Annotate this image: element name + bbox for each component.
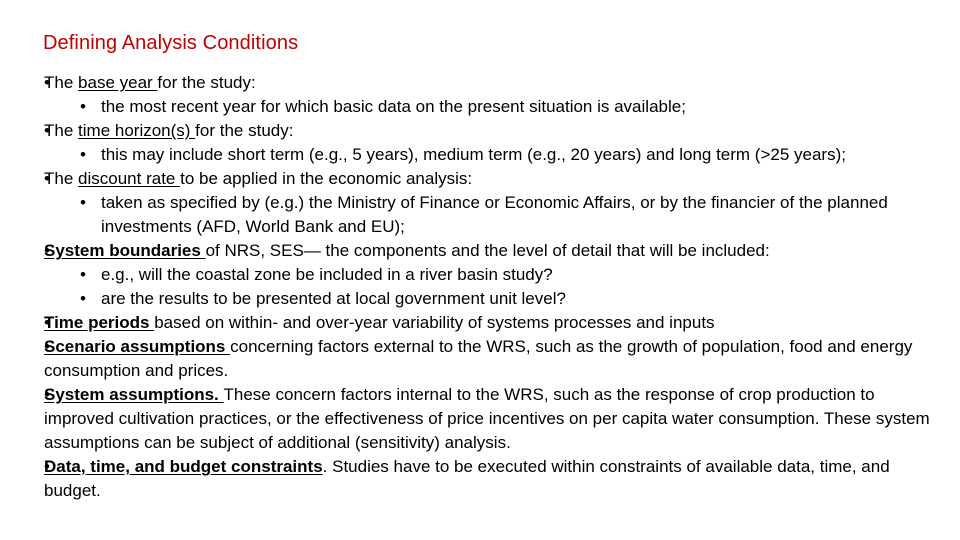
bullet-term: Scenario assumptions — [44, 337, 231, 356]
bullet-prefix: The — [44, 169, 79, 188]
bullet-discount-rate — [44, 167, 934, 191]
bullet-text: . Studies have to be executed within constraints of available data, time, and budget. — [44, 457, 890, 500]
bullet-term: Data, time, and budget constraints — [44, 457, 323, 476]
bullet-prefix: The — [44, 121, 79, 140]
bullet-term: discount rate — [78, 169, 181, 188]
bullet-prefix: The — [44, 73, 79, 92]
sub-bullet-list — [44, 143, 934, 167]
sub-bullet-list — [44, 95, 934, 119]
slide-title: Defining Analysis Conditions — [43, 32, 299, 54]
bullet-base-year — [44, 71, 934, 95]
bullet-term: base year — [78, 73, 158, 92]
bullet-scenario-assumptions — [44, 335, 934, 383]
bullet-system-assumptions — [44, 383, 934, 455]
sub-bullet-list — [44, 263, 934, 311]
bullet-text: based on within- and over-year variability of systems processes and inputs — [154, 313, 715, 332]
bullet-text: of NRS, SES— the components and the level of detail that will be included: — [205, 241, 770, 260]
sub-bullet-list — [44, 191, 934, 239]
bullet-system-boundaries — [44, 239, 934, 263]
sub-bullet: • e.g., will the coastal zone be included in a river basin study? — [80, 263, 934, 287]
bullet-term: System assumptions. — [44, 385, 224, 404]
sub-bullet: • are the results to be presented at local government unit level? — [80, 287, 934, 311]
bullet-time-horizon — [44, 119, 934, 143]
bullet-text: for the study: — [195, 121, 294, 140]
bullet-text: for the study: — [157, 73, 256, 92]
bullet-term: time horizon(s) — [78, 121, 196, 140]
bullet-list — [44, 71, 934, 503]
bullet-text: to be applied in the economic analysis: — [180, 169, 473, 188]
bullet-text: These concern factors internal to the WRS, such as the response of crop production to improved cultivation practices, or the effectiveness of price incentives on per capita water consumption. These system assumptions can be subject of additional (sensitivity) analysis. — [44, 385, 930, 452]
sub-bullet: • this may include short term (e.g., 5 years), medium term (e.g., 20 years) and long term (>25 years); — [80, 143, 934, 167]
bullet-constraints — [44, 455, 934, 503]
bullet-term: Time periods — [44, 313, 155, 332]
bullet-text: concerning factors external to the WRS, such as the growth of population, food and energy consumption and prices. — [44, 337, 913, 380]
bullet-term: System boundaries — [44, 241, 206, 260]
sub-bullet: • taken as specified by (e.g.) the Ministry of Finance or Economic Affairs, or by the financier of the planned investments (AFD, World Bank and EU); — [80, 191, 934, 239]
bullet-time-periods — [44, 311, 934, 335]
sub-bullet: • the most recent year for which basic data on the present situation is available; — [80, 95, 934, 119]
